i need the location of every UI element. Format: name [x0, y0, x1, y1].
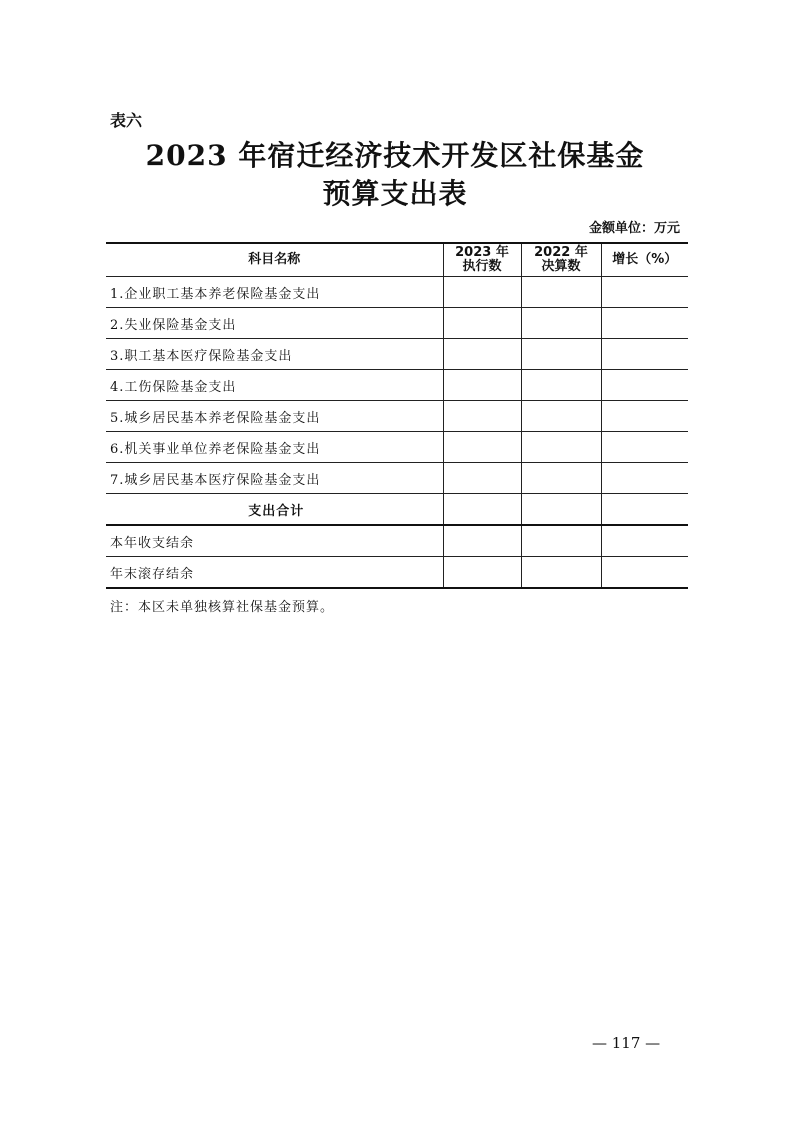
cell [443, 494, 521, 526]
col-header-final-year: 2022 年 [534, 245, 588, 260]
cell [521, 401, 601, 432]
cell [601, 463, 688, 494]
table-number: 表六 [110, 111, 143, 130]
cell [601, 401, 688, 432]
col-header-exec-label: 执行数 [462, 259, 502, 274]
cell [601, 494, 688, 526]
col-header-name: 科目名称 [106, 243, 443, 277]
cell [521, 339, 601, 370]
cell [443, 277, 521, 308]
col-header-exec [443, 243, 521, 277]
cell [521, 525, 601, 557]
cell [601, 432, 688, 463]
table-row [106, 525, 688, 557]
col-header-final-label: 决算数 [541, 259, 581, 274]
cell [521, 370, 601, 401]
cell [601, 277, 688, 308]
row-label: 年末滚存结余 [106, 557, 443, 589]
cell [601, 525, 688, 557]
row-label: 4.工伤保险基金支出 [106, 370, 443, 401]
unit-label: 金额单位：万元 [588, 221, 680, 236]
row-label: 6.机关事业单位养老保险基金支出 [106, 432, 443, 463]
cell [443, 525, 521, 557]
page-subtitle: 预算支出表 [322, 177, 468, 210]
cell [443, 308, 521, 339]
cell [443, 432, 521, 463]
row-label: 2.失业保险基金支出 [106, 308, 443, 339]
cell [521, 277, 601, 308]
total-label: 支出合计 [106, 494, 443, 526]
cell [443, 370, 521, 401]
table-row [106, 308, 688, 339]
table-row [106, 401, 688, 432]
page-number: — 117 — [592, 1034, 661, 1052]
table-row [106, 370, 688, 401]
table-header-row [106, 243, 688, 277]
cell [521, 308, 601, 339]
row-label: 本年收支结余 [106, 525, 443, 557]
table-row [106, 557, 688, 589]
cell [601, 557, 688, 589]
table-row [106, 277, 688, 308]
total-row [106, 494, 688, 526]
cell [601, 339, 688, 370]
table-row [106, 463, 688, 494]
col-header-final [521, 243, 601, 277]
cell [443, 401, 521, 432]
table-row [106, 339, 688, 370]
table-row [106, 432, 688, 463]
cell [521, 494, 601, 526]
cell [601, 370, 688, 401]
col-header-growth: 增长（%） [601, 243, 688, 277]
cell [521, 432, 601, 463]
row-label: 7.城乡居民基本医疗保险基金支出 [106, 463, 443, 494]
budget-table [106, 242, 688, 589]
footnote: 注：本区未单独核算社保基金预算。 [110, 600, 335, 615]
row-label: 5.城乡居民基本养老保险基金支出 [106, 401, 443, 432]
cell [443, 557, 521, 589]
cell [601, 308, 688, 339]
page-title: 2023 年宿迁经济技术开发区社保基金 [145, 139, 645, 172]
col-header-exec-year: 2023 年 [455, 245, 509, 260]
cell [521, 463, 601, 494]
row-label: 1.企业职工基本养老保险基金支出 [106, 277, 443, 308]
row-label: 3.职工基本医疗保险基金支出 [106, 339, 443, 370]
cell [443, 463, 521, 494]
cell [521, 557, 601, 589]
cell [443, 339, 521, 370]
